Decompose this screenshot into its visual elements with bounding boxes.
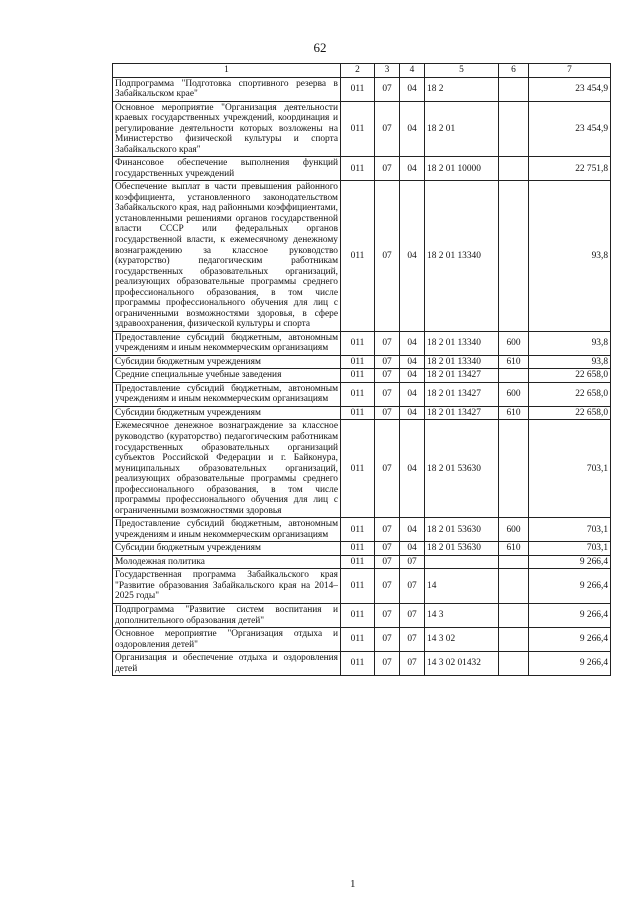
amount-cell: 703,1 [529, 420, 611, 518]
section-cell: 07 [375, 382, 400, 406]
gr-code-cell: 011 [341, 569, 375, 604]
section-cell: 07 [375, 157, 400, 181]
subsection-cell: 04 [400, 518, 425, 542]
expense-type-cell: 600 [499, 331, 529, 355]
gr-code-cell: 011 [341, 181, 375, 331]
table-row [113, 652, 611, 676]
subsection-cell: 04 [400, 382, 425, 406]
section-cell: 07 [375, 181, 400, 331]
row-name-cell: Государственная программа Забайкальского края "Развитие образования Забайкальского края на 2014–2025 годы" [113, 569, 341, 604]
amount-cell: 93,8 [529, 331, 611, 355]
amount-cell: 23 454,9 [529, 77, 611, 101]
expense-type-cell: 610 [499, 406, 529, 420]
section-cell: 07 [375, 355, 400, 369]
target-article-cell: 14 3 02 [425, 628, 499, 652]
gr-code-cell: 011 [341, 157, 375, 181]
amount-cell: 22 658,0 [529, 382, 611, 406]
gr-code-cell: 011 [341, 555, 375, 569]
expense-type-cell: 600 [499, 518, 529, 542]
budget-table [112, 63, 611, 676]
target-article-cell: 18 2 [425, 77, 499, 101]
amount-cell: 9 266,4 [529, 555, 611, 569]
expense-type-cell [499, 101, 529, 157]
section-cell: 07 [375, 406, 400, 420]
subsection-cell: 07 [400, 603, 425, 627]
amount-cell: 22 658,0 [529, 406, 611, 420]
row-name-cell: Основное мероприятие "Организация отдыха и оздоровления детей" [113, 628, 341, 652]
expense-type-cell [499, 369, 529, 383]
table-row [113, 101, 611, 157]
row-name-cell: Организация и обеспечение отдыха и оздоровления детей [113, 652, 341, 676]
amount-cell: 22 658,0 [529, 369, 611, 383]
amount-cell: 9 266,4 [529, 603, 611, 627]
target-article-cell: 18 2 01 53630 [425, 518, 499, 542]
table-row [113, 181, 611, 331]
target-article-cell: 18 2 01 13427 [425, 382, 499, 406]
page-number: 62 [313, 40, 327, 55]
row-name-cell: Предоставление субсидий бюджетным, автономным учреждениям и иным некоммерческим организациям [113, 518, 341, 542]
target-article-cell: 18 2 01 53630 [425, 420, 499, 518]
row-name-cell: Средние специальные учебные заведения [113, 369, 341, 383]
row-name-cell: Молодежная политика [113, 555, 341, 569]
gr-code-cell: 011 [341, 382, 375, 406]
gr-code-cell: 011 [341, 77, 375, 101]
target-article-cell: 18 2 01 13427 [425, 406, 499, 420]
table-row [113, 628, 611, 652]
gr-code-cell: 011 [341, 420, 375, 518]
subsection-cell: 04 [400, 77, 425, 101]
table-row [113, 542, 611, 556]
subsection-cell: 07 [400, 555, 425, 569]
amount-cell: 9 266,4 [529, 628, 611, 652]
gr-code-cell: 011 [341, 406, 375, 420]
amount-cell: 9 266,4 [529, 569, 611, 604]
target-article-cell: 18 2 01 13427 [425, 369, 499, 383]
subsection-cell: 04 [400, 355, 425, 369]
section-cell: 07 [375, 420, 400, 518]
header-cell: 2 [341, 64, 375, 78]
amount-cell: 93,8 [529, 355, 611, 369]
subsection-cell: 07 [400, 628, 425, 652]
target-article-cell: 14 3 02 01432 [425, 652, 499, 676]
row-name-cell: Подпрограмма "Развитие систем воспитания и дополнительного образования детей" [113, 603, 341, 627]
table-row [113, 555, 611, 569]
table-row [113, 569, 611, 604]
subsection-cell: 04 [400, 157, 425, 181]
table-row [113, 382, 611, 406]
expense-type-cell: 610 [499, 542, 529, 556]
table-row [113, 518, 611, 542]
section-cell: 07 [375, 628, 400, 652]
subsection-cell: 07 [400, 652, 425, 676]
target-article-cell [425, 555, 499, 569]
subsection-cell: 04 [400, 101, 425, 157]
row-name-cell: Основное мероприятие "Организация деятельности краевых государственных учреждений, координация и регулирование деятельности которых возложены на Министерство физической культуры и спорта Забайкальского края" [113, 101, 341, 157]
section-cell: 07 [375, 569, 400, 604]
amount-cell: 23 454,9 [529, 101, 611, 157]
amount-cell: 703,1 [529, 542, 611, 556]
amount-cell: 9 266,4 [529, 652, 611, 676]
table-row [113, 406, 611, 420]
expense-type-cell [499, 157, 529, 181]
table-row [113, 603, 611, 627]
expense-type-cell [499, 603, 529, 627]
expense-type-cell [499, 555, 529, 569]
expense-type-cell [499, 652, 529, 676]
target-article-cell: 18 2 01 13340 [425, 331, 499, 355]
amount-cell: 22 751,8 [529, 157, 611, 181]
expense-type-cell [499, 77, 529, 101]
section-cell: 07 [375, 555, 400, 569]
row-name-cell: Ежемесячное денежное вознаграждение за классное руководство (кураторство) педагогическим работникам государственных образовательных организаций субъектов Российской Федерации и г. Байконура, муниципальных образовательных организаций, реализующих образовательные программы среднего профессионального образования, в том числе программы профессионального обучения для лиц с ограниченными возможностями здоровья [113, 420, 341, 518]
section-cell: 07 [375, 331, 400, 355]
table-row [113, 369, 611, 383]
expense-type-cell: 610 [499, 355, 529, 369]
expense-type-cell [499, 420, 529, 518]
gr-code-cell: 011 [341, 331, 375, 355]
row-name-cell: Предоставление субсидий бюджетным, автономным учреждениям и иным некоммерческим организациям [113, 331, 341, 355]
target-article-cell: 14 [425, 569, 499, 604]
row-name-cell: Предоставление субсидий бюджетным, автономным учреждениям и иным некоммерческим организациям [113, 382, 341, 406]
table-row [113, 355, 611, 369]
gr-code-cell: 011 [341, 369, 375, 383]
subsection-cell: 04 [400, 542, 425, 556]
expense-type-cell [499, 569, 529, 604]
section-cell: 07 [375, 77, 400, 101]
gr-code-cell: 011 [341, 652, 375, 676]
header-cell: 7 [529, 64, 611, 78]
expense-type-cell [499, 181, 529, 331]
gr-code-cell: 011 [341, 628, 375, 652]
table-row [113, 77, 611, 101]
subsection-cell: 04 [400, 420, 425, 518]
target-article-cell: 18 2 01 [425, 101, 499, 157]
row-name-cell: Обеспечение выплат в части превышения районного коэффициента, установленного законодательством Забайкальского края, над районными коэффициентами, установленными решениями органов государственной власти СССР или федеральных органов государственной власти, к ежемесячному денежному вознаграждению за классное руководство (кураторство) педагогическим работникам государственных образовательных организаций, реализующих образовательные программы среднего профессионального образования, в том числе программы профессионального обучения для лиц с ограниченными возможностями здоровья, в сфере здравоохранения, физической культуры и спорта [113, 181, 341, 331]
gr-code-cell: 011 [341, 603, 375, 627]
target-article-cell: 18 2 01 13340 [425, 355, 499, 369]
gr-code-cell: 011 [341, 518, 375, 542]
section-cell: 07 [375, 518, 400, 542]
gr-code-cell: 011 [341, 355, 375, 369]
header-cell: 4 [400, 64, 425, 78]
table-header-row [113, 64, 611, 78]
amount-cell: 703,1 [529, 518, 611, 542]
target-article-cell: 14 3 [425, 603, 499, 627]
subsection-cell: 04 [400, 181, 425, 331]
row-name-cell: Подпрограмма "Подготовка спортивного резерва в Забайкальском крае" [113, 77, 341, 101]
subsection-cell: 04 [400, 369, 425, 383]
section-cell: 07 [375, 542, 400, 556]
section-cell: 07 [375, 101, 400, 157]
section-cell: 07 [375, 369, 400, 383]
target-article-cell: 18 2 01 53630 [425, 542, 499, 556]
row-name-cell: Субсидии бюджетным учреждениям [113, 406, 341, 420]
header-cell: 6 [499, 64, 529, 78]
subsection-cell: 04 [400, 406, 425, 420]
table-row [113, 420, 611, 518]
amount-cell: 93,8 [529, 181, 611, 331]
section-cell: 07 [375, 652, 400, 676]
gr-code-cell: 011 [341, 101, 375, 157]
row-name-cell: Субсидии бюджетным учреждениям [113, 355, 341, 369]
target-article-cell: 18 2 01 10000 [425, 157, 499, 181]
header-cell: 3 [375, 64, 400, 78]
table-row [113, 157, 611, 181]
row-name-cell: Субсидии бюджетным учреждениям [113, 542, 341, 556]
row-name-cell: Финансовое обеспечение выполнения функций государственных учреждений [113, 157, 341, 181]
header-cell: 5 [425, 64, 499, 78]
subsection-cell: 04 [400, 331, 425, 355]
target-article-cell: 18 2 01 13340 [425, 181, 499, 331]
expense-type-cell: 600 [499, 382, 529, 406]
gr-code-cell: 011 [341, 542, 375, 556]
subsection-cell: 07 [400, 569, 425, 604]
header-cell: 1 [113, 64, 341, 78]
section-cell: 07 [375, 603, 400, 627]
expense-type-cell [499, 628, 529, 652]
footer-mark: 1 [350, 878, 356, 890]
table-row [113, 331, 611, 355]
